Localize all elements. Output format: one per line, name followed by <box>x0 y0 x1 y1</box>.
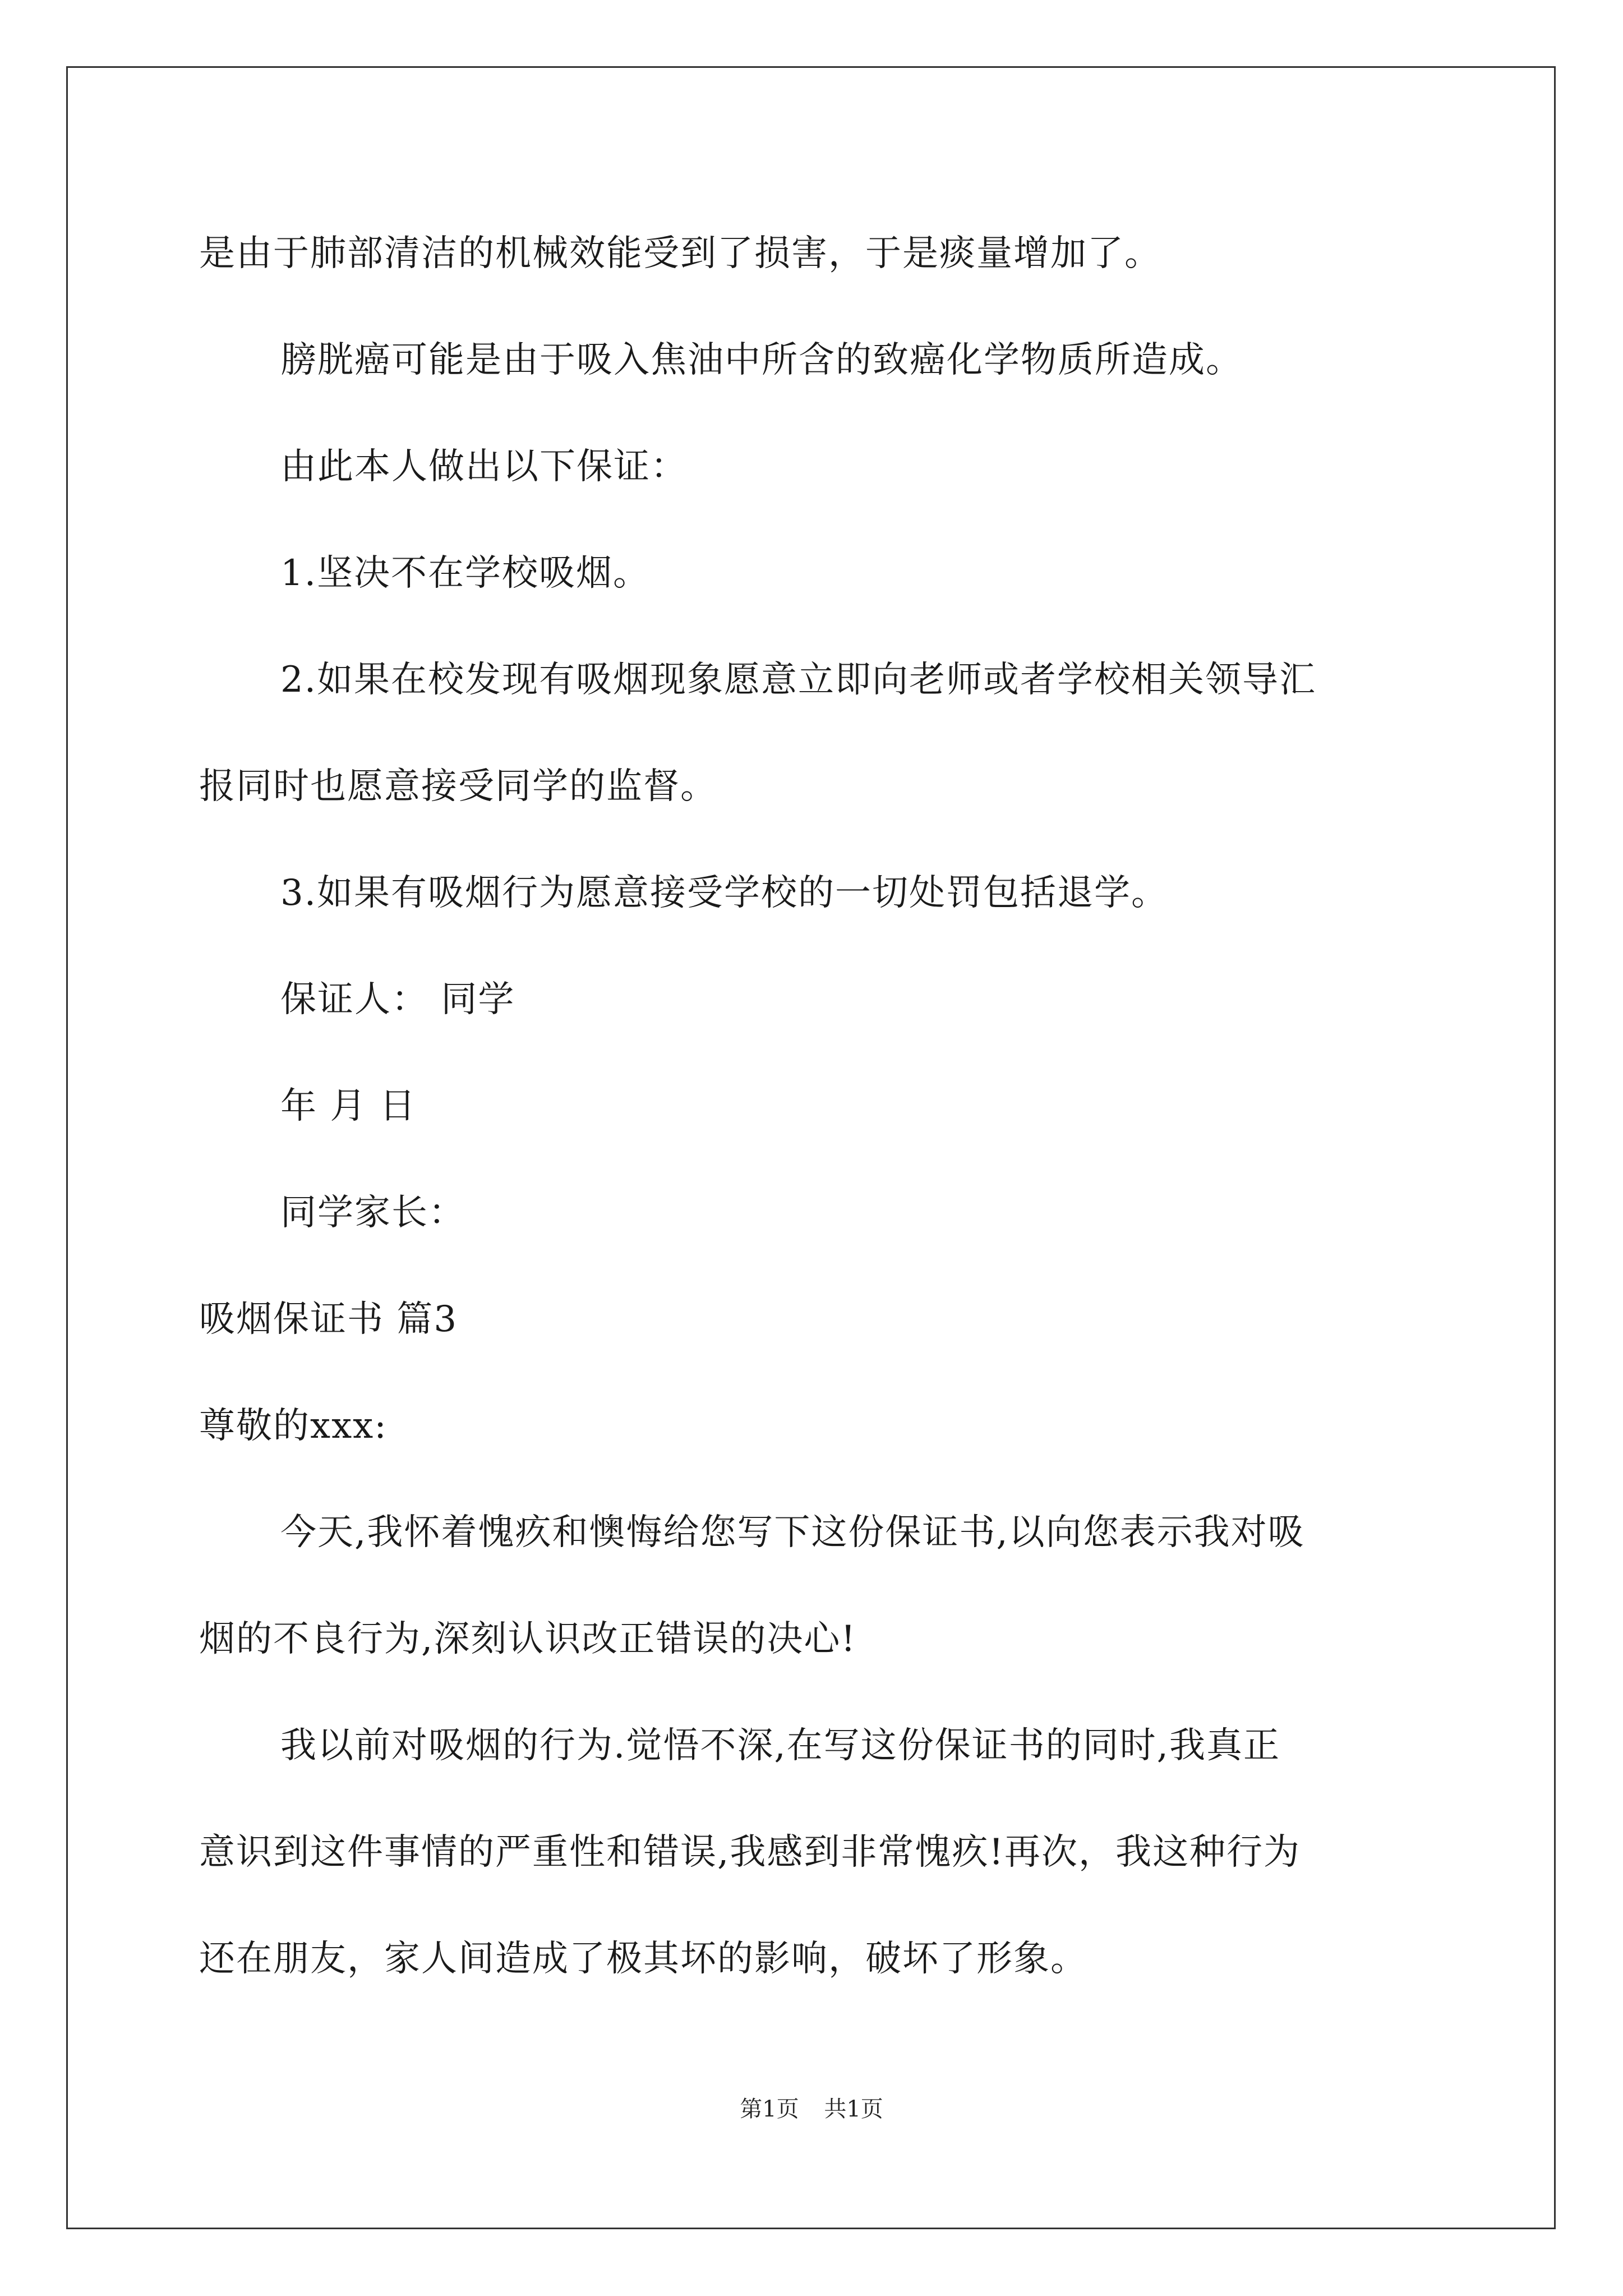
text-line-15: 我以前对吸烟的行为.觉悟不深,在写这份保证书的同时,我真正 <box>280 1725 1281 1766</box>
text-line-2: 膀胱癌可能是由于吸入焦油中所含的致癌化学物质所造成。 <box>280 339 1243 381</box>
text-line-16: 意识到这件事情的严重性和错误,我感到非常愧疚!再次，我这种行为 <box>199 1832 1301 1873</box>
text-line-9: 年 月 日 <box>280 1085 417 1127</box>
page-border <box>66 66 1556 2229</box>
text-line-8: 保证人： 同学 <box>280 979 515 1020</box>
text-line-4: 1.坚决不在学校吸烟。 <box>280 553 651 594</box>
text-line-5: 2.如果在校发现有吸烟现象愿意立即向老师或者学校相关领导汇 <box>280 659 1317 701</box>
page-number-current: 第1页 <box>740 2096 799 2122</box>
text-line-6: 报同时也愿意接受同学的监督。 <box>199 766 717 807</box>
text-line-10: 同学家长： <box>280 1192 465 1234</box>
section-heading: 吸烟保证书 篇3 <box>199 1299 458 1340</box>
salutation: 尊敬的xxx: <box>199 1405 388 1447</box>
text-line-17: 还在朋友，家人间造成了极其坏的影响，破坏了形象。 <box>199 1938 1087 1980</box>
text-line-3: 由此本人做出以下保证： <box>280 446 688 487</box>
text-line-14: 烟的不良行为,深刻认识改正错误的决心! <box>199 1618 857 1660</box>
text-line-13: 今天,我怀着愧疚和懊悔给您写下这份保证书,以向您表示我对吸 <box>280 1512 1305 1553</box>
page-footer <box>0 2095 1623 2123</box>
text-line-1: 是由于肺部清洁的机械效能受到了损害，于是痰量增加了。 <box>199 233 1161 274</box>
text-line-7: 3.如果有吸烟行为愿意接受学校的一切处罚包括退学。 <box>280 872 1169 914</box>
page-number-total: 共1页 <box>824 2096 883 2122</box>
